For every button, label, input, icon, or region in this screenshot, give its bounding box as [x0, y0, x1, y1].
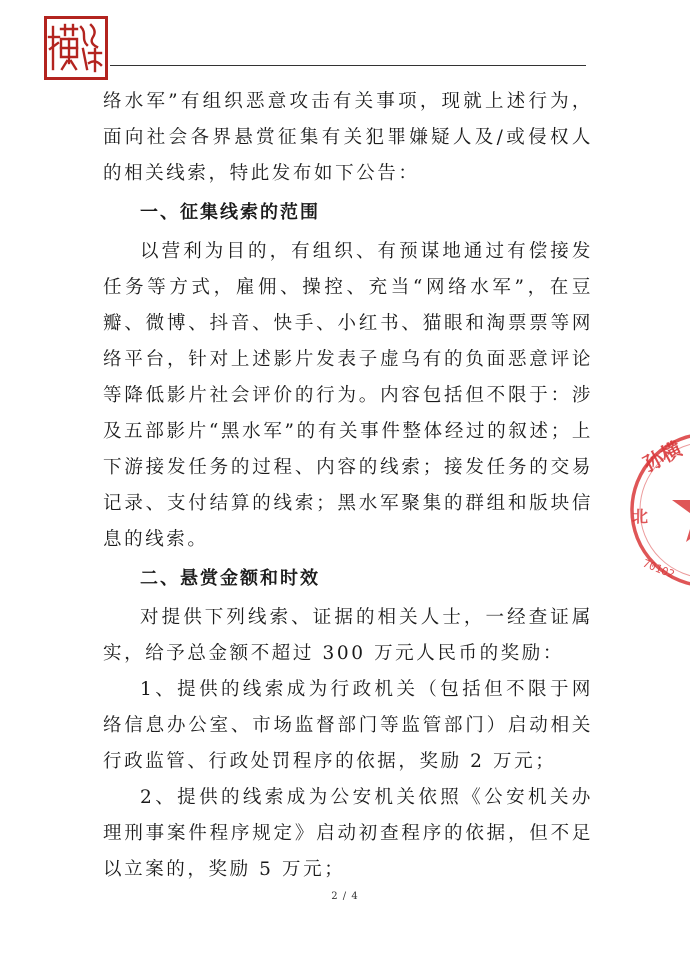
document-body: [103, 84, 593, 888]
section-heading-reward: 二、悬赏金额和时效: [140, 568, 320, 589]
header-seal-logo: [44, 16, 108, 80]
reward-paragraph: 对提供下列线索、证据的相关人士，一经查证属实，给予总金额不超过 300 万元人民币的奖励：: [103, 607, 593, 664]
stamp-chars: 孙横: [639, 436, 686, 477]
page-number: 2 / 4: [331, 891, 359, 902]
stamp-code: 70102: [640, 556, 677, 582]
official-stamp: [628, 430, 690, 590]
seal-glyph-art: [47, 19, 105, 77]
header-divider: [110, 65, 586, 66]
continuation-paragraph: 络水军”有组织恶意攻击有关事项，现就上述行为，面向社会各界悬赏征集有关犯罪嫌疑人及/或侵权人的相关线索，特此发布如下公告：: [103, 91, 593, 184]
stamp-star-icon: [672, 474, 690, 542]
reward-item-1: 1、提供的线索成为行政机关（包括但不限于网络信息办公室、市场监督部门等监管部门）启动相关行政监管、行政处罚程序的依据，奖励 2 万元；: [103, 679, 593, 772]
section-heading-scope: 一、征集线索的范围: [140, 202, 320, 223]
scope-paragraph: 以营利为目的，有组织、有预谋地通过有偿接发任务等方式，雇佣、操控、充当“网络水军”，在豆瓣、微博、抖音、快手、小红书、猫眼和淘票票等网络平台，针对上述影片发表子虚乌有的负面恶意评论等降低影片社会评价的行为。内容包括但不限于：涉及五部影片“黑水军”的有关事件整体经过的叙述；上下游接发任务的过程、内容的线索；接发任务的交易记录、支付结算的线索；黑水军聚集的群组和版块信息的线索。: [103, 241, 593, 550]
reward-item-2: 2、提供的线索成为公安机关依照《公安机关办理刑事案件程序规定》启动初查程序的依据，但不足以立案的，奖励 5 万元；: [103, 787, 593, 880]
stamp-partial-char: 北: [632, 507, 649, 526]
